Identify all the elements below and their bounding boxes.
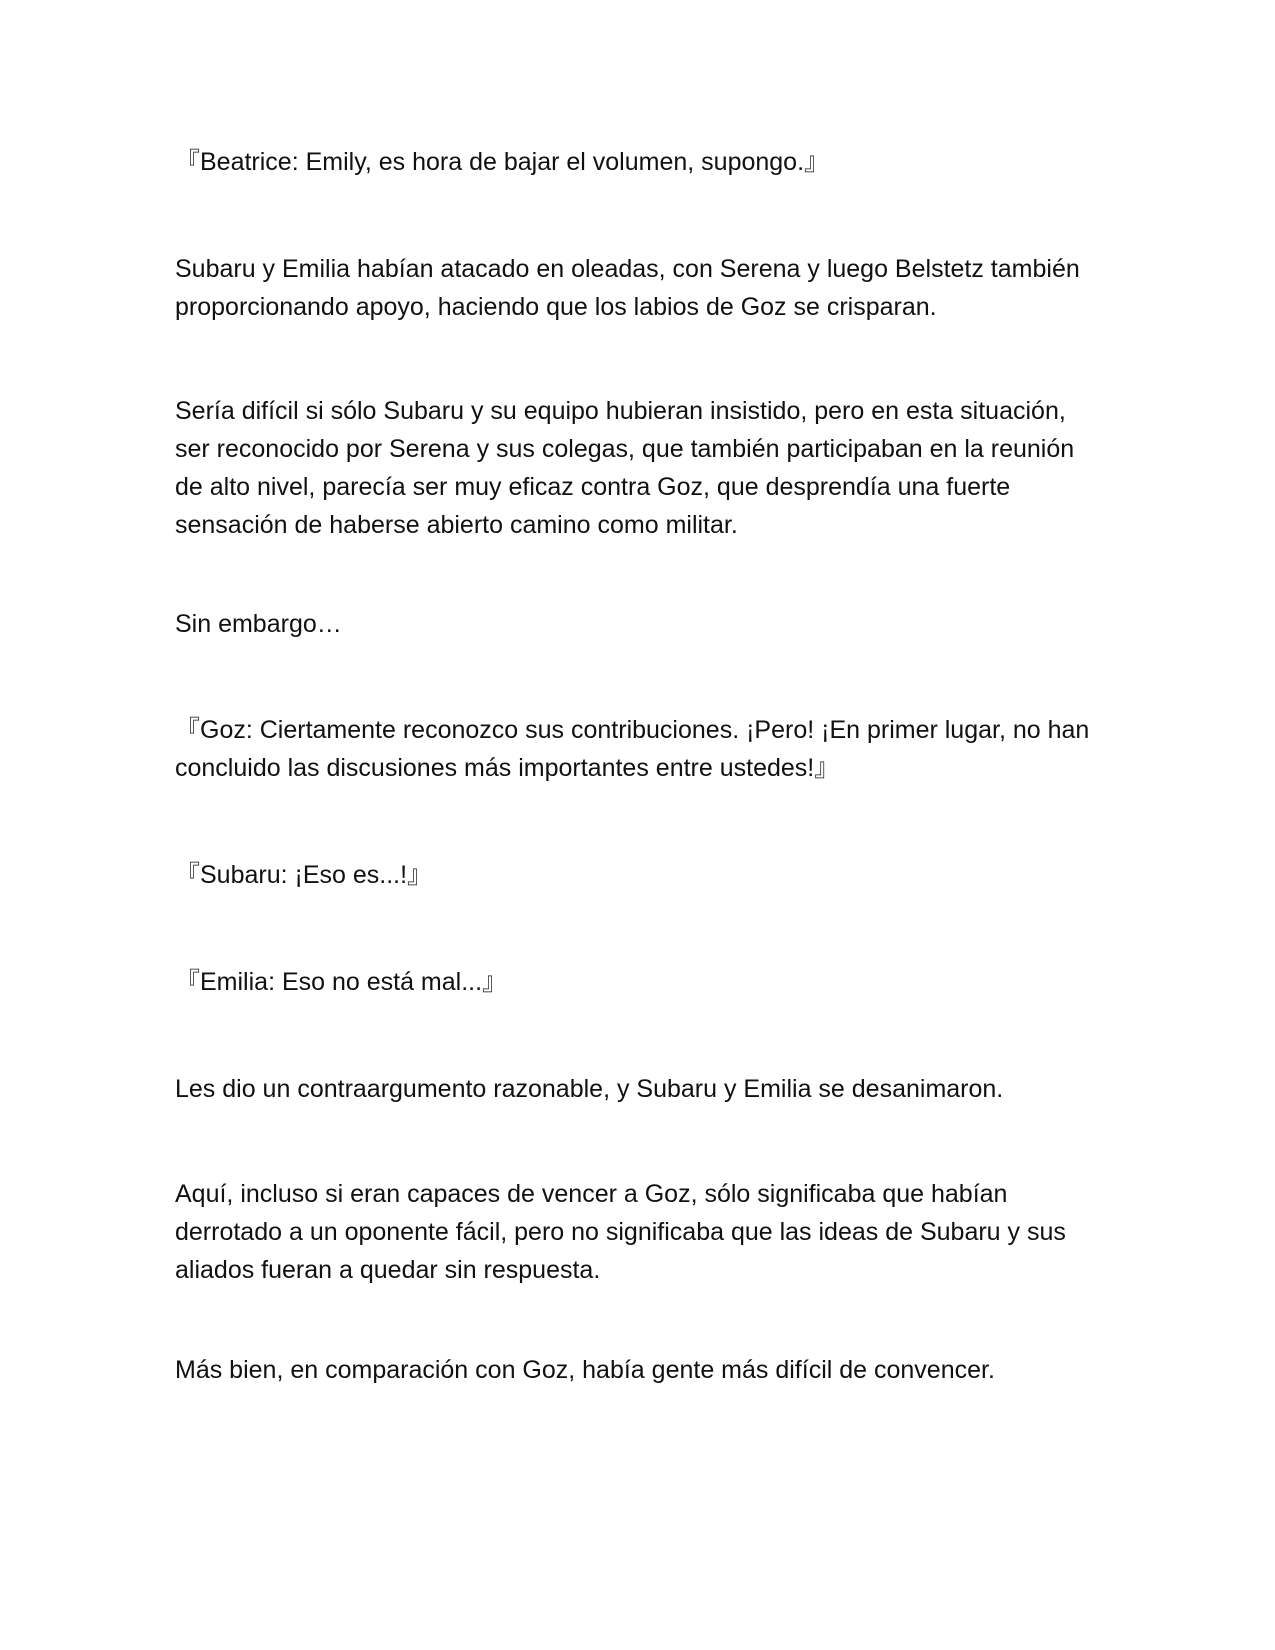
paragraph-narration-2: Sería difícil si sólo Subaru y su equipo hubieran insistido, pero en esta situación, ser reconocido por Serena y sus colegas, que también participaban en la reunión de alto nivel, parecía ser muy eficaz contra Goz, que desprendía una fuerte sensación de haberse abierto camino como militar. [175, 397, 1075, 539]
paragraph-narration-1: Subaru y Emilia habían atacado en oleadas, con Serena y luego Belstetz también proporcionando apoyo, haciendo que los labios de Goz se crisparan. [175, 255, 1080, 321]
paragraph-subaru-dialogue: 『Subaru: ¡Eso es...!』 [175, 861, 433, 889]
paragraph-goz-dialogue: 『Goz: Ciertamente reconozco sus contribuciones. ¡Pero! ¡En primer lugar, no han concluido las discusiones más importantes entre ustedes!』 [175, 716, 1090, 782]
paragraph-narration-5: Aquí, incluso si eran capaces de vencer a Goz, sólo significaba que habían derrotado a un oponente fácil, pero no significaba que las ideas de Subaru y sus aliados fueran a quedar sin respuesta. [175, 1180, 1066, 1284]
paragraph-emilia-dialogue: 『Emilia: Eso no está mal...』 [175, 968, 508, 996]
paragraph-narration-6: Más bien, en comparación con Goz, había gente más difícil de convencer. [175, 1356, 995, 1384]
paragraph-narration-3: Sin embargo… [175, 610, 342, 638]
paragraph-narration-4: Les dio un contraargumento razonable, y Subaru y Emilia se desanimaron. [175, 1075, 1004, 1103]
paragraph-beatrice-dialogue: 『Beatrice: Emily, es hora de bajar el volumen, supongo.』 [175, 148, 830, 176]
